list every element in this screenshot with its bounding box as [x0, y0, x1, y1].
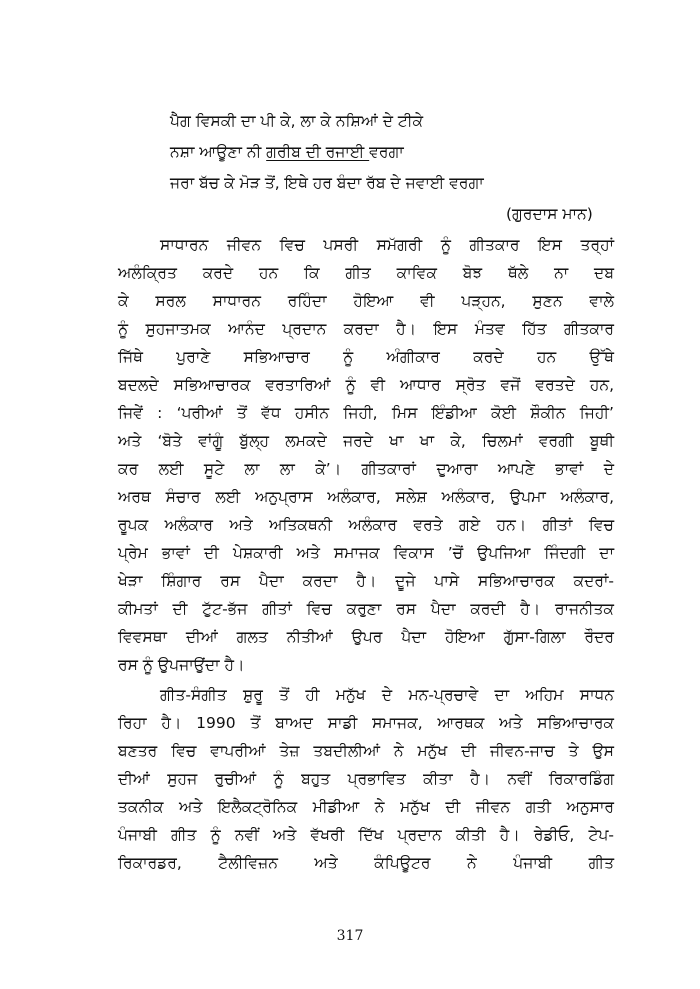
- poem-line-2-end: ਵਰਗਾ: [369, 143, 404, 161]
- poem-line-1: ਪੈੱਗ ਵਿਸਕੀ ਦਾ ਪੀ ਕੇ, ਲਾ ਕੇ ਨਸ਼ਿਆਂ ਦੇ ਟੀਕੇ: [170, 112, 424, 130]
- paragraph-line: ਕੇ ਸਰਲ ਸਾਧਾਰਨ ਰਹਿੰਦਾ ਹੋਇਆ ਵੀ ਪੜ੍ਹਨ, ਸੁਣਨ ਵਾਲੇ: [118, 292, 614, 310]
- paragraph-line: ਪੰਜਾਬੀ ਗੀਤ ਨੂੰ ਨਵੀਂ ਅਤੇ ਵੱਖਰੀ ਦਿੱਖ ਪ੍ਰਦਾਨ ਕੀਤੀ ਹੈ। ਰੇਡੀਓ, ਟੇਪ-: [118, 826, 614, 844]
- poem-line-2: [170, 141, 404, 163]
- paragraph-line: ਕਰ ਲਈ ਸੂਟੇ ਲਾ ਲਾ ਕੇ’। ਗੀਤਕਾਰਾਂ ਦੁਆਰਾ ਆਪਣੇ ਭਾਵਾਂ ਦੇ: [118, 460, 614, 478]
- paragraph-line: ਅਰਥ ਸੰਚਾਰ ਲਈ ਅਨੁਪ੍ਰਾਸ ਅਲੰਕਾਰ, ਸਲੇਸ਼ ਅਲੰਕਾਰ, ਉਪਮਾ ਅਲੰਕਾਰ,: [118, 488, 614, 506]
- paragraph-line: ਖੇੜਾ ਸ਼ਿੰਗਾਰ ਰਸ ਪੈਦਾ ਕਰਦਾ ਹੈ। ਦੂਜੇ ਪਾਸੇ ਸਭਿਆਚਾਰਕ ਕਦਰਾਂ-: [118, 572, 614, 590]
- paragraph-line: ਗੀਤ-ਸੰਗੀਤ ਸ਼ੁਰੂ ਤੋਂ ਹੀ ਮਨੁੱਖ ਦੇ ਮਨ-ਪ੍ਰਚਾਵੇ ਦਾ ਅਹਿਮ ਸਾਧਨ: [160, 686, 614, 704]
- paragraph-line: ਰਸ ਨੂੰ ਉਪਜਾਉਂਦਾ ਹੈ।: [118, 656, 245, 674]
- paragraph-line: ਵਿਵਸਥਾ ਦੀਆਂ ਗਲਤ ਨੀਤੀਆਂ ਉਪਰ ਪੈਦਾ ਹੋਇਆ ਗੁੱਸਾ-ਗਿਲਾ ਰੌਦਰ: [118, 628, 614, 646]
- paragraph-line: ਅਲੰਕ੍ਰਿਤ ਕਰਦੇ ਹਨ ਕਿ ਗੀਤ ਕਾਵਿਕ ਬੋਝ ਥੱਲੇ ਨਾ ਦਬ: [118, 264, 614, 282]
- paragraph-line: ਰਿਕਾਰਡਰ, ਟੈਲੀਵਿਜ਼ਨ ਅਤੇ ਕੰਪਿਊਟਰ ਨੇ ਪੰਜਾਬੀ ਗੀਤ: [118, 854, 614, 872]
- poem-underlined-phrase: ਗਰੀਬ ਦੀ ਰਜਾਈ: [266, 143, 370, 161]
- paragraph-line: ਜਿੱਥੇ ਪੁਰਾਣੇ ਸਭਿਆਚਾਰ ਨੂੰ ਅੰਗੀਕਾਰ ਕਰਦੇ ਹਨ ਉੱਥੇ: [118, 348, 614, 366]
- paragraph-line: ਜਿਵੇਂ : ‘ਪਰੀਆਂ ਤੋਂ ਵੱਧ ਹਸੀਨ ਜਿਹੀ, ਮਿਸ ਇੰਡੀਆ ਕੋਈ ਸ਼ੌਕੀਨ ਜਿਹੀ’: [118, 404, 614, 422]
- paragraph-line: ਦੀਆਂ ਸੁਹਜ ਰੁਚੀਆਂ ਨੂੰ ਬਹੁਤ ਪ੍ਰਭਾਵਿਤ ਕੀਤਾ ਹੈ। ਨਵੀਂ ਰਿਕਾਰਡਿੰਗ: [118, 770, 614, 788]
- paragraph-line: ਅਤੇ ‘ਬੋਤੇ ਵਾਂਗੂੰ ਬੁੱਲ੍ਹ ਲਮਕਦੇ ਜਰਦੇ ਖਾ ਖਾ ਕੇ, ਚਿਲਮਾਂ ਵਰਗੀ ਬੂਥੀ: [118, 432, 614, 450]
- page-number: 317: [336, 928, 364, 944]
- paragraph-line: ਸਾਧਾਰਨ ਜੀਵਨ ਵਿਚ ਪਸਰੀ ਸਮੱਗਰੀ ਨੂੰ ਗੀਤਕਾਰ ਇਸ ਤਰ੍ਹਾਂ: [160, 236, 614, 254]
- paragraph-line: ਪ੍ਰੇਮ ਭਾਵਾਂ ਦੀ ਪੇਸ਼ਕਾਰੀ ਅਤੇ ਸਮਾਜਕ ਵਿਕਾਸ ’ਚੋਂ ਉਪਜਿਆ ਜਿੰਦਗੀ ਦਾ: [118, 544, 614, 562]
- poem-line-3: ਜਰਾ ਬੱਚ ਕੇ ਮੋੜ ਤੋਂ, ਇਥੇ ਹਰ ਬੰਦਾ ਰੱਬ ਦੇ ਜਵਾਈ ਵਰਗਾ: [170, 174, 484, 192]
- paragraph-line: ਤਕਨੀਕ ਅਤੇ ਇਲੈਕਟ੍ਰੋਨਿਕ ਮੀਡੀਆ ਨੇ ਮਨੁੱਖ ਦੀ ਜੀਵਨ ਗਤੀ ਅਨੁਸਾਰ: [118, 798, 614, 816]
- paragraph-line: ਬਦਲਦੇ ਸਭਿਆਚਾਰਕ ਵਰਤਾਰਿਆਂ ਨੂੰ ਵੀ ਆਧਾਰ ਸ੍ਰੋਤ ਵਜੋਂ ਵਰਤਦੇ ਹਨ,: [118, 376, 614, 394]
- paragraph-line: ਕੀਮਤਾਂ ਦੀ ਟੁੱਟ-ਭੱਜ ਗੀਤਾਂ ਵਿਚ ਕਰੁਣਾ ਰਸ ਪੈਦਾ ਕਰਦੀ ਹੈ। ਰਾਜਨੀਤਕ: [118, 600, 614, 618]
- poem-attribution: (ਗੁਰਦਾਸ ਮਾਨ): [506, 205, 593, 223]
- paragraph-line: ਬਣਤਰ ਵਿਚ ਵਾਪਰੀਆਂ ਤੇਜ਼ ਤਬਦੀਲੀਆਂ ਨੇ ਮਨੁੱਖ ਦੀ ਜੀਵਨ-ਜਾਚ ਤੇ ਉਸ: [118, 742, 614, 760]
- paragraph-line: ਰਿਹਾ ਹੈ। 1990 ਤੋਂ ਬਾਅਦ ਸਾਡੀ ਸਮਾਜਕ, ਆਰਥਕ ਅਤੇ ਸਭਿਆਚਾਰਕ: [118, 714, 614, 732]
- poem-line-2-start: ਨਸ਼ਾ ਆਊਣਾ ਨੀ: [170, 143, 267, 161]
- paragraph-line: ਨੂੰ ਸੁਹਜਾਤਮਕ ਆਨੰਦ ਪ੍ਰਦਾਨ ਕਰਦਾ ਹੈ। ਇਸ ਮੰਤਵ ਹਿੱਤ ਗੀਤਕਾਰ: [118, 320, 614, 338]
- paragraph-line: ਰੂਪਕ ਅਲੰਕਾਰ ਅਤੇ ਅਤਿਕਥਨੀ ਅਲੰਕਾਰ ਵਰਤੇ ਗਏ ਹਨ। ਗੀਤਾਂ ਵਿਚ: [118, 516, 614, 534]
